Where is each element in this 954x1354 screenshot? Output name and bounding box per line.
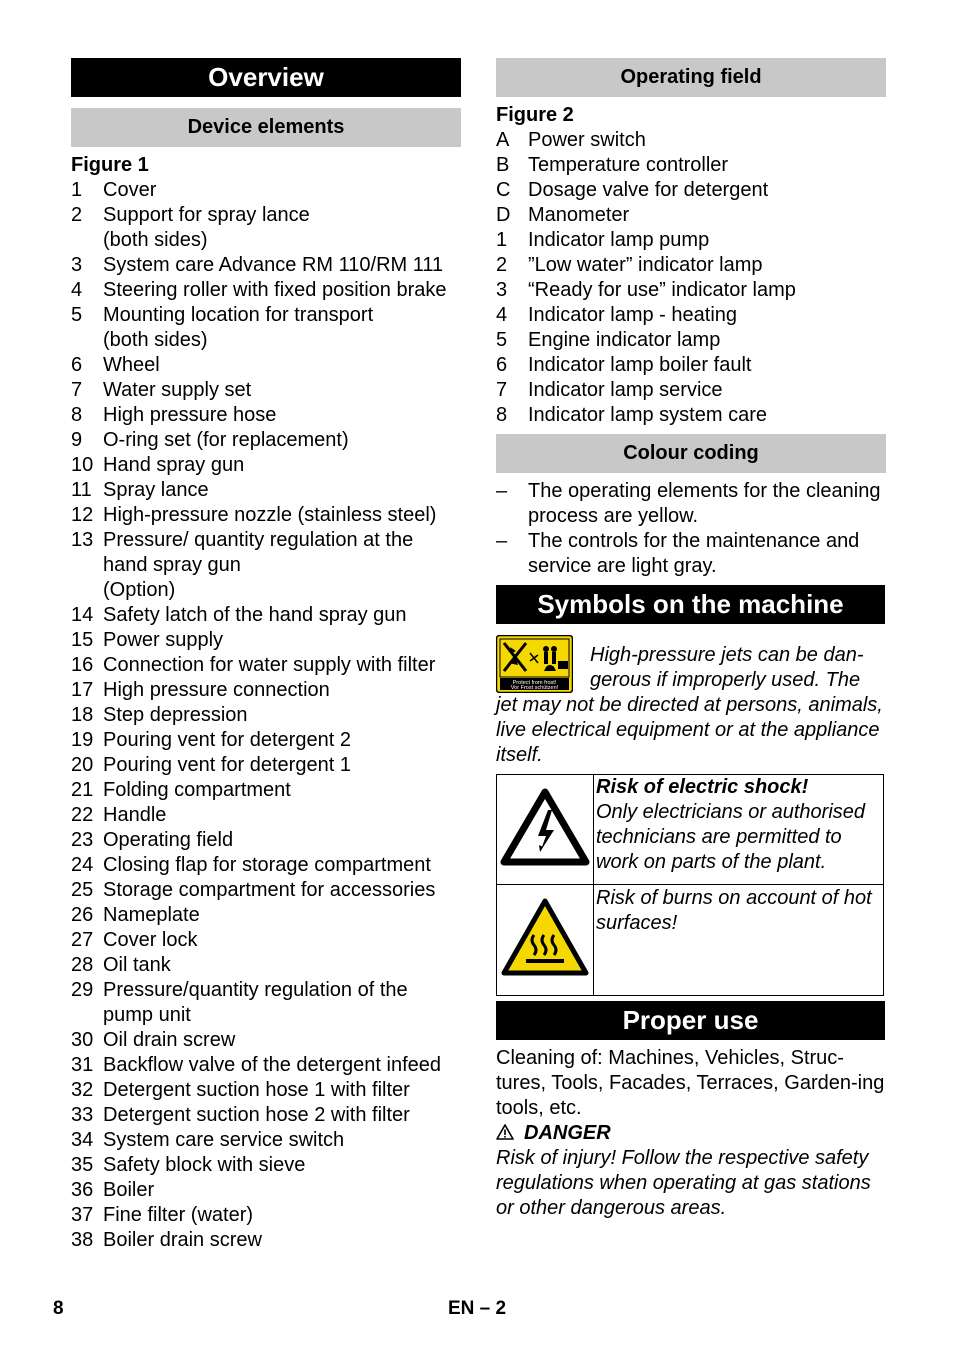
list-item-number: 24 [71,854,94,876]
list-item-number: 1 [496,229,508,251]
list-item [496,303,886,328]
list-item-text: Step depression [103,704,248,726]
list-item-number: 7 [496,379,508,401]
frost-sign-line-1: Protect from frost! [512,680,557,686]
high-voltage-warning-icon [500,788,590,866]
list-item [71,1203,461,1228]
list-item-number: 21 [71,779,94,801]
page-number: 8 [53,1298,64,1319]
list-item [71,678,461,703]
colour-coding-text: The controls for the maintenance and service are light gray. [528,530,860,577]
list-item-number: 13 [71,529,94,551]
list-item-text: Pressure/ quantity regulation at the hand spray gun (Option) [103,529,414,601]
list-item-text: Closing flap for storage compartment [103,854,431,876]
list-item [71,778,461,803]
list-item [71,1028,461,1053]
list-item [71,878,461,903]
list-item-text: Backflow valve of the detergent infeed [103,1054,441,1076]
list-item-number: 2 [496,254,508,276]
colour-coding-item [496,479,886,529]
list-item-text: Indicator lamp - heating [528,304,738,326]
list-item-number: 28 [71,954,94,976]
list-item-text: Hand spray gun [103,454,245,476]
list-item-number: 2 [71,204,83,226]
list-item-text: Operating field [103,829,234,851]
list-item [71,603,461,628]
list-item-number: 32 [71,1079,94,1101]
list-item [496,203,886,228]
list-item [71,1103,461,1128]
list-item-text: Nameplate [103,904,200,926]
list-item-text: Pouring vent for detergent 2 [103,729,351,751]
dash-bullet: – [496,480,508,502]
list-item [71,728,461,753]
list-item [71,953,461,978]
list-item-text: Indicator lamp pump [528,229,710,251]
list-item-number: 14 [71,604,94,626]
list-item-text: Power switch [528,129,646,151]
list-item-text: Cover [103,179,157,201]
list-item-text: Indicator lamp boiler fault [528,354,752,376]
list-item-number: 31 [71,1054,94,1076]
electric-shock-heading: Risk of electric shock! [596,776,809,798]
list-item-number: 22 [71,804,94,826]
list-item [71,1078,461,1103]
list-item [71,978,461,1028]
colour-coding-heading: Colour coding [496,434,886,473]
hot-surface-row [497,885,884,996]
list-item-number: 15 [71,629,94,651]
colour-coding-item [496,529,886,579]
warning-symbols-table [496,774,884,996]
list-item [71,703,461,728]
list-item-text: Fine filter (water) [103,1204,254,1226]
list-item [71,1053,461,1078]
list-item-number: 10 [71,454,94,476]
list-item [496,128,886,153]
list-item-number: 3 [496,279,508,301]
right-column [496,58,886,1221]
list-item [71,653,461,678]
operating-field-heading: Operating field [496,58,886,97]
list-item-text: System care Advance RM 110/RM 111 [103,254,444,276]
list-item-number: 27 [71,929,94,951]
list-item [71,178,461,203]
list-item [496,403,886,428]
electric-shock-icon-cell [497,775,594,885]
list-item-text: Oil drain screw [103,1029,236,1051]
list-item [496,353,886,378]
list-item-text: Water supply set [103,379,252,401]
list-item [71,378,461,403]
list-item-text: Indicator lamp system care [528,404,767,426]
list-item-text: Safety block with sieve [103,1154,306,1176]
symbols-intro-line-c: jet may not be directed at persons, animals, live electrical equipment or at the appliance itself. [496,694,883,766]
device-elements-heading: Device elements [71,108,461,147]
list-item [71,453,461,478]
list-item-text: ”Low water” indicator lamp [528,254,763,276]
symbols-intro-line-b: gerous if improperly used. The [590,669,861,691]
dash-bullet: – [496,530,508,552]
electric-shock-row [497,775,884,885]
list-item [496,153,886,178]
list-item [71,903,461,928]
list-item-number: 37 [71,1204,94,1226]
list-item-number: 12 [71,504,94,526]
figure-2-label: Figure 2 [496,104,574,126]
list-item-number: 6 [496,354,508,376]
danger-heading [496,1121,886,1146]
list-item-number: 5 [71,304,83,326]
list-item [496,228,886,253]
list-item-text: Handle [103,804,167,826]
list-item [71,403,461,428]
list-item-text: Power supply [103,629,224,651]
list-item-number: 8 [496,404,508,426]
list-item [496,328,886,353]
list-item [496,378,886,403]
list-item-text: Connection for water supply with filter [103,654,436,676]
list-item-number: 30 [71,1029,94,1051]
list-item-text: Indicator lamp service [528,379,723,401]
list-item-number: 18 [71,704,94,726]
list-item-number: 4 [71,279,83,301]
list-item-text: Detergent suction hose 2 with filter [103,1104,410,1126]
list-item-text: Steering roller with fixed position brake [103,279,447,301]
list-item-text: Cover lock [103,929,198,951]
list-item [71,503,461,528]
list-item-number: 11 [71,479,92,501]
list-item-text: Mounting location for transport (both sides) [103,304,374,351]
list-item [71,528,461,603]
list-item-text: Safety latch of the hand spray gun [103,604,407,626]
symbols-intro [496,635,886,768]
electric-shock-text-cell [594,775,884,885]
list-item-text: “Ready for use” indicator lamp [528,279,796,301]
list-item-text: High pressure hose [103,404,277,426]
list-item-text: Support for spray lance (both sides) [103,204,310,251]
list-item-text: Boiler drain screw [103,1229,262,1251]
hot-surface-icon-cell [497,885,594,996]
list-item-number: 25 [71,879,94,901]
list-item-number: 5 [496,329,508,351]
list-item-text: Dosage valve for detergent [528,179,769,201]
list-item-number: 36 [71,1179,94,1201]
hot-surface-text: Risk of burns on account of hot surfaces! [596,887,872,934]
list-item-number: 23 [71,829,94,851]
list-item-number: 19 [71,729,94,751]
list-item-text: High pressure connection [103,679,330,701]
list-item-text: Spray lance [103,479,209,501]
list-item [71,803,461,828]
list-item-number: 4 [496,304,508,326]
list-item [71,428,461,453]
list-item [71,353,461,378]
list-item [71,1228,461,1253]
hot-surface-warning-icon [500,897,590,977]
list-item-number: 26 [71,904,94,926]
list-item [71,1178,461,1203]
danger-label: DANGER [524,1122,611,1144]
danger-triangle-icon [496,1124,514,1140]
list-item-text: Pressure/quantity regulation of the pump unit [103,979,408,1026]
page-code: EN – 2 [448,1298,507,1319]
list-item-text: Wheel [103,354,160,376]
list-item [71,203,461,253]
symbols-intro-line-a: High-pressure jets can be dan- [590,644,864,666]
list-item-text: Engine indicator lamp [528,329,721,351]
list-item-number: 1 [71,179,83,201]
list-item-number: 16 [71,654,94,676]
list-item-text: System care service switch [103,1129,345,1151]
list-item-number: 9 [71,429,83,451]
list-item [71,1128,461,1153]
list-item-number: D [496,204,511,226]
list-item [71,853,461,878]
proper-use-text: Cleaning of: Machines, Vehicles, Struc-tures, Tools, Facades, Terraces, Garden-ing tools, etc. [496,1047,885,1119]
electric-shock-text: Only electricians or authorised technicians are permitted to work on parts of the plant. [596,801,866,873]
list-item [71,628,461,653]
list-item-number: B [496,154,510,176]
list-item-text: High-pressure nozzle (stainless steel) [103,504,437,526]
list-item [71,753,461,778]
colour-coding-list [496,479,886,579]
list-item-text: Pouring vent for detergent 1 [103,754,351,776]
list-item-text: Folding compartment [103,779,291,801]
frost-warning-icon [496,635,573,693]
list-item-number: 6 [71,354,83,376]
list-item-text: O-ring set (for replacement) [103,429,349,451]
list-item-number: C [496,179,511,201]
list-item [71,278,461,303]
list-item-text: Detergent suction hose 1 with filter [103,1079,410,1101]
list-item-number: 17 [71,679,94,701]
list-item [71,928,461,953]
danger-text: Risk of injury! Follow the respective safety regulations when operating at gas stations or other dangerous areas. [496,1147,871,1219]
list-item-text: Temperature controller [528,154,729,176]
list-item-number: A [496,129,510,151]
symbols-heading: Symbols on the machine [496,585,885,624]
list-item-text: Manometer [528,204,630,226]
list-item [496,253,886,278]
frost-protection-sign [496,635,573,693]
list-item-number: 20 [71,754,94,776]
hot-surface-text-cell [594,885,884,996]
list-item-text: Oil tank [103,954,171,976]
list-item [71,828,461,853]
list-item-number: 35 [71,1154,94,1176]
overview-heading: Overview [71,58,461,97]
list-item-number: 29 [71,979,94,1001]
list-item [496,178,886,203]
list-item-number: 7 [71,379,83,401]
list-item-number: 38 [71,1229,94,1251]
colour-coding-text: The operating elements for the cleaning process are yellow. [528,480,881,527]
frost-sign-line-2: Vor Frost schützen! [510,685,559,691]
figure-1-label: Figure 1 [71,154,149,176]
list-item [71,478,461,503]
list-item-text: Storage compartment for accessories [103,879,436,901]
list-item-number: 33 [71,1104,94,1126]
list-item-number: 8 [71,404,83,426]
device-elements-list [71,178,461,1253]
list-item [496,278,886,303]
list-item [71,1153,461,1178]
proper-use-heading: Proper use [496,1001,885,1040]
operating-field-list [496,128,886,428]
list-item [71,253,461,278]
list-item-number: 3 [71,254,83,276]
list-item-text: Boiler [103,1179,155,1201]
left-column [71,58,461,1253]
list-item [71,303,461,353]
list-item-number: 34 [71,1129,94,1151]
